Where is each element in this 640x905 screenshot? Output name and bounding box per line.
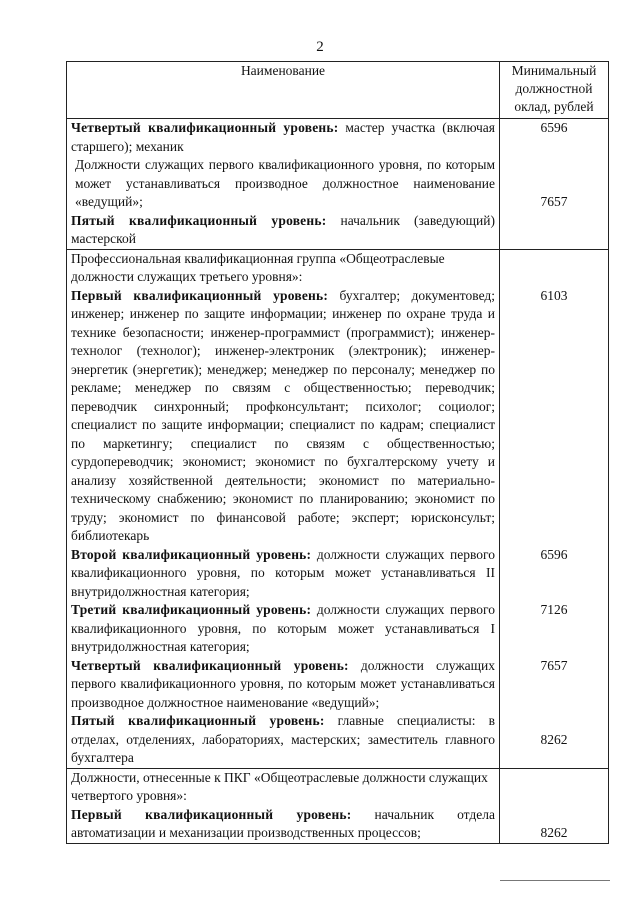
level-entry xyxy=(71,712,495,768)
header-name: Наименование xyxy=(67,62,500,119)
level-label: Первый квалификационный уровень: xyxy=(71,806,352,822)
salary-value: 6596 xyxy=(540,546,568,562)
table-header-row xyxy=(67,62,609,119)
section-1-values xyxy=(500,119,609,250)
table-row xyxy=(67,119,609,250)
level-text: должности служащих первого квалификационного уровня, по которым может устанавливаться I внутридолжностная категория; xyxy=(71,602,495,654)
salary-table xyxy=(66,61,609,844)
header-salary: Минимальный должностной оклад, рублей xyxy=(500,62,609,119)
salary-value: 7657 xyxy=(540,194,568,209)
group-title: Должности, отнесенные к ПКГ «Общеотраслевые должности служащих четвертого уровня»: xyxy=(71,769,488,803)
group-title: Профессиональная квалификационная группа «Общеотраслевые должности служащих третьего уровня»: xyxy=(71,250,445,284)
salary-value: 8262 xyxy=(540,825,568,840)
level-label: Второй квалификационный уровень: xyxy=(71,546,312,562)
level-text: начальник отдела автоматизации и механизации производственных процессов; xyxy=(71,806,495,840)
level-entry xyxy=(71,546,495,602)
page-footer-line xyxy=(500,880,610,881)
level-text: должности служащих первого квалификационного уровня, по которым может устанавливаться II внутридолжностная категория; xyxy=(71,546,495,599)
page-number: 2 xyxy=(316,39,324,55)
level-label: Четвертый квалификационный уровень: xyxy=(71,120,339,135)
level-entry xyxy=(71,806,495,843)
level-label: Первый квалификационный уровень: xyxy=(71,287,329,303)
salary-value: 7126 xyxy=(540,602,568,617)
table-row xyxy=(67,768,609,843)
level-text: главные специалисты: в отделах, отделениях, лабораториях, мастерских; заместитель главного бухгалтера xyxy=(71,713,495,765)
section-3-text xyxy=(67,768,500,843)
section-2-values xyxy=(500,249,609,768)
salary-value: 6103 xyxy=(540,287,568,303)
level-entry xyxy=(71,212,495,249)
level-text: должности служащих первого квалификационного уровня, по которым может устанавливаться производное должностное наименование «ведущий»; xyxy=(71,657,496,710)
salary-value: 8262 xyxy=(540,731,568,747)
level-entry xyxy=(71,287,495,546)
level-label: Четвертый квалификационный уровень: xyxy=(71,657,349,673)
table-row xyxy=(67,249,609,768)
level-text: начальник (заведующий) мастерской xyxy=(71,212,495,246)
level-label: Третий квалификационный уровень: xyxy=(71,602,312,617)
level-label: Пятый квалификационный уровень: xyxy=(71,713,325,728)
level-text: мастер участка (включая старшего); механик xyxy=(71,120,496,154)
section-3-values xyxy=(500,768,609,843)
level-entry xyxy=(71,601,495,657)
section-1-text xyxy=(67,119,500,250)
level-label: Пятый квалификационный уровень: xyxy=(71,212,327,228)
section-2-text xyxy=(67,249,500,768)
level-entry xyxy=(71,119,495,156)
level-entry xyxy=(71,657,495,713)
level-text: бухгалтер; документовед; инженер; инженер по защите информации; инженер по охране труда и технике безопасности; инженер-программист (программист); инженер-технолог (технолог); инженер-электроник (электроник); инженер-энергетик (энергетик); менеджер; менеджер по персоналу; менеджер по рекламе; менеджер по связям с общественностью; переводчик; переводчик синхронный; профконсультант; психолог; социолог; специалист по защите информации; специалист по кадрам; специалист по маркетингу; специалист по связям с общественностью; сурдопереводчик; экономист; экономист по бухгалтерскому учету и анализу хозяйственной деятельности; экономист по материально-техническому снабжению; экономист по планированию; экономист по труду; экономист по финансовой работе; эксперт; юрисконсульт; библиотекарь xyxy=(71,287,496,543)
salary-value: 7657 xyxy=(540,657,568,673)
level-extra-text: Должности служащих первого квалификационного уровня, по которым может устанавливаться производное должностное наименование «ведущий»; xyxy=(75,157,495,209)
salary-value: 6596 xyxy=(540,120,568,135)
